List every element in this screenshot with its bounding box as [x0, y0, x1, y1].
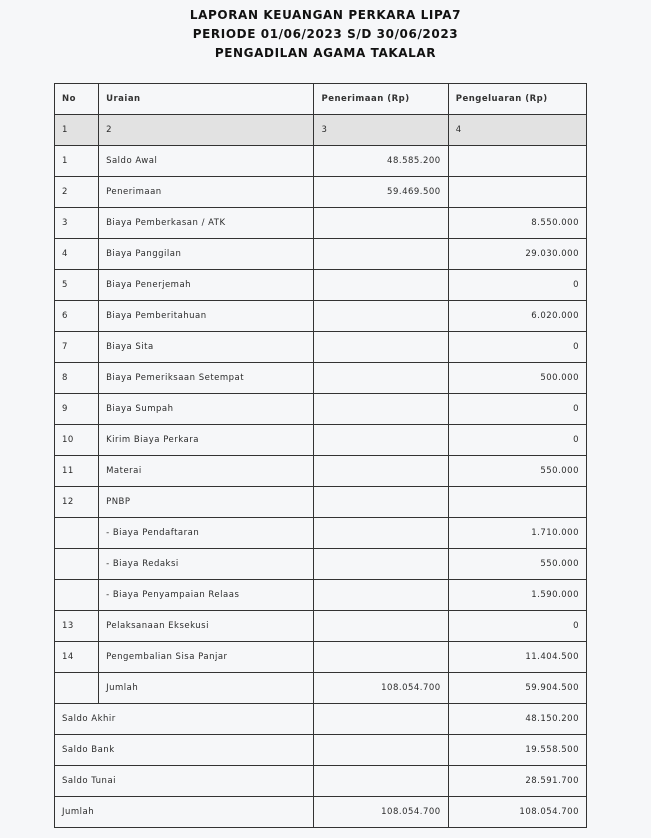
table-row: [55, 580, 587, 611]
summary-penerimaan-cell: [314, 704, 448, 735]
row-uraian-cell: - Biaya Redaksi: [99, 549, 314, 580]
row-no-cell: 14: [55, 642, 99, 673]
row-no-cell: 10: [55, 425, 99, 456]
summary-row: [55, 797, 587, 828]
row-penerimaan-cell: [314, 425, 448, 456]
row-pengeluaran-cell: 0: [448, 332, 586, 363]
summary-row: [55, 704, 587, 735]
table-header-row: [55, 84, 587, 115]
row-no-cell: [55, 518, 99, 549]
header-penerimaan: Penerimaan (Rp): [314, 84, 448, 115]
row-pengeluaran-cell: [448, 487, 586, 518]
row-uraian-cell: Biaya Pemberkasan / ATK: [99, 208, 314, 239]
row-pengeluaran-cell: 1.710.000: [448, 518, 586, 549]
row-pengeluaran-cell: 0: [448, 425, 586, 456]
row-penerimaan-cell: [314, 301, 448, 332]
column-index-row: [55, 115, 587, 146]
index-cell: 1: [55, 115, 99, 146]
table-row: [55, 673, 587, 704]
summary-label-cell: Saldo Akhir: [55, 704, 314, 735]
row-uraian-cell: Biaya Sita: [99, 332, 314, 363]
row-no-cell: 4: [55, 239, 99, 270]
row-uraian-cell: Biaya Panggilan: [99, 239, 314, 270]
summary-penerimaan-cell: [314, 735, 448, 766]
row-uraian-cell: Materai: [99, 456, 314, 487]
header-uraian: Uraian: [99, 84, 314, 115]
table-row: [55, 394, 587, 425]
summary-pengeluaran-cell: 28.591.700: [448, 766, 586, 797]
table-row: [55, 363, 587, 394]
table-row: [55, 208, 587, 239]
row-penerimaan-cell: 59.469.500: [314, 177, 448, 208]
row-no-cell: 1: [55, 146, 99, 177]
row-no-cell: 3: [55, 208, 99, 239]
table-row: [55, 642, 587, 673]
row-penerimaan-cell: [314, 518, 448, 549]
row-penerimaan-cell: [314, 332, 448, 363]
row-penerimaan-cell: 48.585.200: [314, 146, 448, 177]
table-row: [55, 425, 587, 456]
row-pengeluaran-cell: 500.000: [448, 363, 586, 394]
row-pengeluaran-cell: 1.590.000: [448, 580, 586, 611]
row-uraian-cell: - Biaya Penyampaian Relaas: [99, 580, 314, 611]
summary-label-cell: Saldo Tunai: [55, 766, 314, 797]
row-no-cell: 11: [55, 456, 99, 487]
table-row: [55, 332, 587, 363]
financial-report-table: [54, 83, 587, 828]
summary-row: [55, 766, 587, 797]
summary-label-cell: Jumlah: [55, 797, 314, 828]
row-no-cell: [55, 580, 99, 611]
table-row: [55, 487, 587, 518]
summary-row: [55, 735, 587, 766]
row-pengeluaran-cell: 0: [448, 394, 586, 425]
row-penerimaan-cell: [314, 611, 448, 642]
row-uraian-cell: Saldo Awal: [99, 146, 314, 177]
row-no-cell: 13: [55, 611, 99, 642]
row-uraian-cell: Pengembalian Sisa Panjar: [99, 642, 314, 673]
row-penerimaan-cell: [314, 487, 448, 518]
summary-pengeluaran-cell: 108.054.700: [448, 797, 586, 828]
row-penerimaan-cell: [314, 580, 448, 611]
row-no-cell: [55, 549, 99, 580]
header-no: No: [55, 84, 99, 115]
report-period: PERIODE 01/06/2023 S/D 30/06/2023: [192, 27, 459, 41]
row-uraian-cell: Biaya Pemberitahuan: [99, 301, 314, 332]
summary-penerimaan-cell: [314, 766, 448, 797]
row-uraian-cell: Biaya Penerjemah: [99, 270, 314, 301]
index-cell: 3: [314, 115, 448, 146]
row-penerimaan-cell: [314, 394, 448, 425]
row-no-cell: [55, 673, 99, 704]
row-no-cell: 5: [55, 270, 99, 301]
row-uraian-cell: Biaya Sumpah: [99, 394, 314, 425]
row-no-cell: 8: [55, 363, 99, 394]
row-penerimaan-cell: [314, 456, 448, 487]
table-row: [55, 549, 587, 580]
table-row: [55, 177, 587, 208]
row-uraian-cell: Kirim Biaya Perkara: [99, 425, 314, 456]
row-uraian-cell: - Biaya Pendaftaran: [99, 518, 314, 549]
row-pengeluaran-cell: 8.550.000: [448, 208, 586, 239]
row-pengeluaran-cell: [448, 177, 586, 208]
row-pengeluaran-cell: 6.020.000: [448, 301, 586, 332]
row-uraian-cell: Jumlah: [99, 673, 314, 704]
report-court: PENGADILAN AGAMA TAKALAR: [214, 46, 437, 60]
summary-label-cell: Saldo Bank: [55, 735, 314, 766]
row-no-cell: 2: [55, 177, 99, 208]
row-pengeluaran-cell: 550.000: [448, 549, 586, 580]
summary-pengeluaran-cell: 19.558.500: [448, 735, 586, 766]
table-row: [55, 146, 587, 177]
row-penerimaan-cell: [314, 239, 448, 270]
table-row: [55, 301, 587, 332]
table-row: [55, 611, 587, 642]
report-header: [0, 0, 651, 63]
row-penerimaan-cell: [314, 363, 448, 394]
table-row: [55, 239, 587, 270]
row-no-cell: 7: [55, 332, 99, 363]
row-no-cell: 6: [55, 301, 99, 332]
row-uraian-cell: PNBP: [99, 487, 314, 518]
summary-pengeluaran-cell: 48.150.200: [448, 704, 586, 735]
row-pengeluaran-cell: 59.904.500: [448, 673, 586, 704]
row-penerimaan-cell: 108.054.700: [314, 673, 448, 704]
report-title: LAPORAN KEUANGAN PERKARA LIPA7: [189, 8, 462, 22]
row-uraian-cell: Biaya Pemeriksaan Setempat: [99, 363, 314, 394]
index-cell: 4: [448, 115, 586, 146]
row-pengeluaran-cell: [448, 146, 586, 177]
row-uraian-cell: Penerimaan: [99, 177, 314, 208]
row-pengeluaran-cell: 11.404.500: [448, 642, 586, 673]
header-pengeluaran: Pengeluaran (Rp): [448, 84, 586, 115]
table-row: [55, 270, 587, 301]
summary-penerimaan-cell: 108.054.700: [314, 797, 448, 828]
row-no-cell: 9: [55, 394, 99, 425]
row-penerimaan-cell: [314, 642, 448, 673]
row-pengeluaran-cell: 0: [448, 611, 586, 642]
row-penerimaan-cell: [314, 270, 448, 301]
row-pengeluaran-cell: 29.030.000: [448, 239, 586, 270]
row-penerimaan-cell: [314, 549, 448, 580]
row-penerimaan-cell: [314, 208, 448, 239]
index-cell: 2: [99, 115, 314, 146]
row-uraian-cell: Pelaksanaan Eksekusi: [99, 611, 314, 642]
row-pengeluaran-cell: 550.000: [448, 456, 586, 487]
table-row: [55, 456, 587, 487]
table-row: [55, 518, 587, 549]
row-no-cell: 12: [55, 487, 99, 518]
row-pengeluaran-cell: 0: [448, 270, 586, 301]
